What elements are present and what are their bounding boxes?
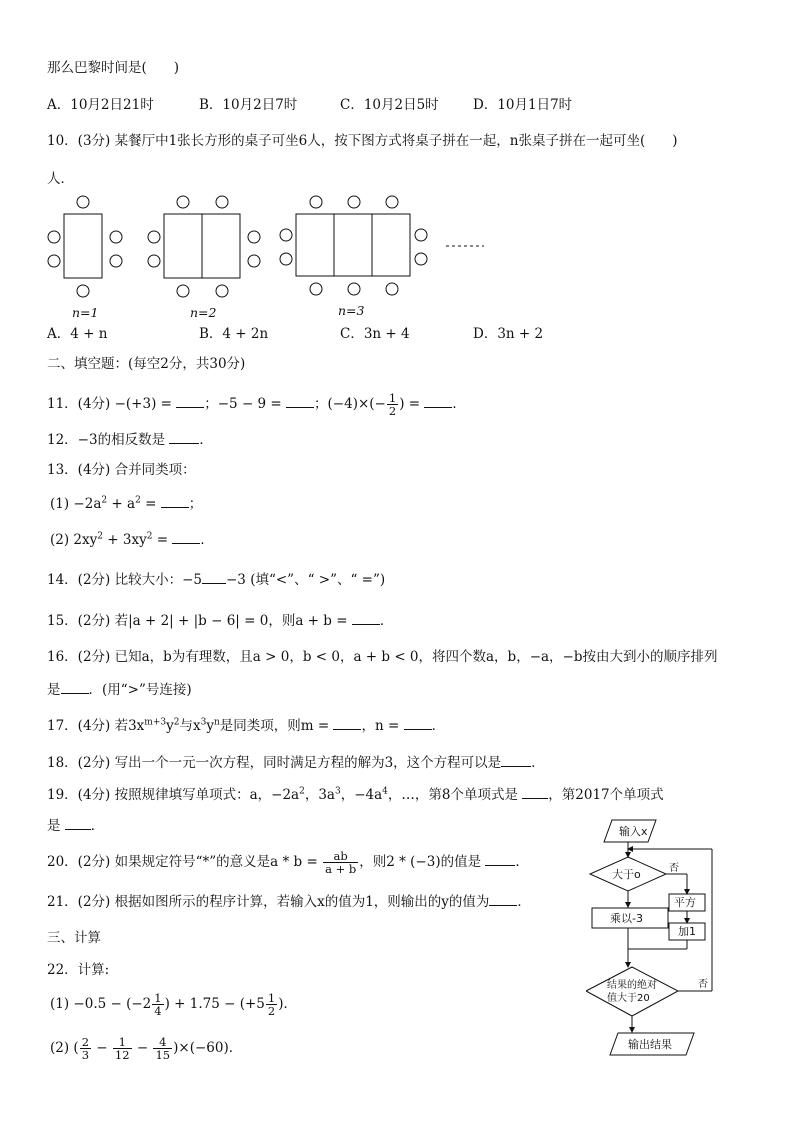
superscript: 2 (135, 495, 141, 506)
superscript: 4 (382, 786, 388, 797)
fraction (323, 850, 358, 875)
q10-option-c[interactable]: C．3n + 4 (340, 326, 410, 342)
answer-blank[interactable] (202, 570, 226, 584)
q9-option-b[interactable]: B．10月2日7时 (199, 97, 298, 113)
q17-pre: 17．(4分) 若3x (47, 718, 145, 734)
flow-no-label-2: 否 (698, 979, 708, 990)
seat (348, 196, 360, 208)
q22-s1-mid: ) + 1.75 − (+5 (164, 996, 265, 1012)
q9-option-a[interactable]: A．10月2日21时 (47, 97, 154, 113)
q15-pre: 15．(2分) 若|a + 2| + |b − 6| = 0，则a + b = (47, 613, 352, 629)
fraction-denominator: 2 (388, 404, 397, 418)
fraction-denominator: a + b (325, 862, 357, 876)
flow-multiply-label: 乘以-3 (610, 912, 643, 925)
q21 (47, 892, 531, 911)
answer-blank[interactable] (489, 892, 517, 906)
q19-m4: ，第2017个单项式 (548, 787, 664, 803)
q22-sub2 (50, 1036, 242, 1061)
q13-s1-mid: + a (107, 496, 136, 512)
q10-option-b[interactable]: B．4 + 2n (199, 326, 269, 342)
q22-s2-end: )×(−60)． (173, 1040, 243, 1056)
fraction (80, 1036, 91, 1061)
q13-s1-pre: (1) −2a (50, 496, 102, 512)
fraction (153, 1036, 172, 1061)
q11-part1: −(+3) = (110, 396, 177, 412)
seat (310, 196, 322, 208)
q16-line1: 16．(2分) 已知a，b为有理数，且a > 0，b < 0，a + b < 0，将四个数a，b，−a，−b按由大到小的顺序排列 (47, 649, 718, 665)
answer-blank[interactable] (61, 680, 89, 694)
fraction-denominator: 4 (154, 1004, 162, 1018)
seat (386, 196, 398, 208)
superscript: n (213, 717, 220, 728)
q19-m1: ，3a (304, 787, 335, 803)
seat (177, 196, 189, 208)
superscript: m+3 (144, 717, 167, 728)
q13-s2-end: = (152, 532, 173, 548)
q13-stem: 13．(4分) 合并同类项： (47, 462, 196, 478)
fraction (113, 1036, 132, 1061)
q13-s2-tail: ． (200, 532, 214, 548)
fraction (266, 992, 277, 1017)
flow-add-label: 加1 (678, 925, 696, 938)
q17-end: ． (431, 718, 446, 734)
q19-line2 (47, 816, 104, 835)
q9-option-c[interactable]: C．10月2日5时 (340, 97, 439, 113)
fraction-denominator: 3 (81, 1048, 90, 1062)
seat (148, 255, 160, 267)
q13-s2-pre: (2) 2xy (50, 532, 98, 548)
q20-post: ，则2 * (−3)的值是 (359, 854, 486, 870)
q19-m3: ，…，第8个单项式是 (387, 787, 523, 803)
q17-mid4: 是同类项，则m = (219, 718, 334, 734)
q15-end: ． (379, 613, 394, 629)
fraction-denominator: 15 (155, 1048, 171, 1062)
check-diamond (586, 967, 678, 1016)
q22-stem: 22．计算: (47, 962, 110, 978)
q22-s1-end: )． (278, 996, 297, 1012)
superscript: 2 (299, 786, 305, 797)
fraction (387, 392, 398, 417)
q11-prefix: 11．(4分) (47, 396, 111, 412)
table-arrangement-figure (40, 190, 500, 320)
q14-pre: 14．(2分) 比较大小：−5 (47, 572, 202, 588)
answer-blank[interactable] (352, 611, 380, 625)
q20 (47, 850, 529, 875)
superscript: 3 (334, 786, 341, 797)
superscript: 2 (101, 495, 108, 506)
superscript: 2 (146, 531, 153, 542)
q14 (47, 570, 385, 589)
q11-part2: ；−5 − 9 = (204, 396, 287, 412)
answer-blank[interactable] (333, 716, 361, 730)
q13-s1-end: = (140, 496, 161, 512)
seat (415, 229, 427, 241)
seat (248, 255, 260, 267)
answer-blank[interactable] (501, 753, 531, 767)
q11 (47, 392, 466, 417)
q21-end: ． (517, 894, 531, 910)
q17 (47, 716, 445, 735)
answer-blank[interactable] (404, 716, 432, 730)
q18 (47, 753, 545, 772)
answer-blank[interactable] (485, 852, 515, 866)
flow-check-label-2: 值大于20 (607, 993, 650, 1004)
q11-part4: ) = (399, 396, 425, 412)
caption-n3: n=3 (338, 303, 365, 318)
q12-end: ． (199, 432, 213, 448)
q19-line2-end: ． (90, 818, 105, 834)
seat (310, 283, 322, 295)
seat (48, 231, 60, 243)
q10-stem: 10．(3分) 某餐厅中1张长方形的桌子可坐6人，按下图方式将桌子拼在一起，n张桌子拼在一起可坐( ) (47, 133, 678, 149)
seat (280, 229, 292, 241)
superscript: 3 (200, 717, 207, 728)
q17-mid1: y (166, 718, 174, 734)
q9-option-d[interactable]: D．10月1日7时 (473, 97, 573, 113)
fraction-numerator: 1 (388, 391, 397, 405)
q12 (47, 430, 213, 449)
fraction-numerator: 1 (154, 991, 162, 1005)
q20-pre: 20．(2分) 如果规定符号“*”的意义是a * b = (47, 854, 323, 870)
q19-pre: 19．(4分) 按照规律填写单项式：a，−2a (47, 787, 300, 803)
q15 (47, 611, 393, 630)
seat (77, 285, 89, 297)
operator: − (92, 1040, 112, 1056)
flow-compare-label: 大于o (612, 868, 641, 881)
flow-no-label: 否 (669, 863, 679, 874)
section-3-title: 三、计算 (47, 930, 101, 946)
fraction-denominator: 12 (114, 1048, 130, 1062)
q11-part3: ；(−4)×(− (314, 396, 386, 412)
q13-sub2 (50, 530, 214, 549)
fraction (152, 992, 163, 1017)
flow-square-label: 平方 (674, 896, 696, 909)
seat (348, 283, 360, 295)
answer-blank[interactable] (522, 785, 548, 799)
answer-blank[interactable] (424, 394, 452, 408)
q13-s1-tail: ； (188, 496, 203, 512)
answer-blank[interactable] (161, 494, 189, 508)
seat (110, 255, 122, 267)
fraction-denominator: 2 (267, 1004, 276, 1018)
q20-end: ． (515, 854, 529, 870)
operator: − (132, 1040, 153, 1056)
q19-line2-pre: 是 (47, 818, 65, 834)
q17-mid2: 与x (179, 718, 201, 734)
q21-pre: 21．(2分) 根据如图所示的程序计算，若输入x的值为1，则输出的y的值为 (47, 894, 490, 910)
section-2-title: 二、填空题：(每空2分，共30分) (47, 356, 246, 372)
seat (280, 253, 292, 265)
q12-text: 12．−3的相反数是 (47, 432, 170, 448)
superscript: 2 (173, 717, 180, 728)
q16-line2 (47, 680, 192, 699)
seat (177, 285, 189, 297)
answer-blank[interactable] (176, 394, 204, 408)
answer-blank[interactable] (172, 530, 200, 544)
fraction-numerator: 4 (153, 1036, 172, 1049)
table-n3 (296, 214, 410, 276)
q18-end: ． (531, 755, 545, 771)
flowchart (586, 812, 721, 1067)
q13-s2-mid: + 3xy (102, 532, 147, 548)
seat (77, 196, 89, 208)
answer-blank[interactable] (65, 816, 91, 830)
caption-n2: n=2 (190, 305, 217, 320)
fraction-numerator: ab (323, 850, 358, 863)
seat (216, 285, 228, 297)
q10-stem-end: 人． (47, 171, 74, 187)
seat (415, 253, 427, 265)
flow-check-label-1: 结果的绝对 (607, 980, 657, 991)
q17-mid5: ，n = (361, 718, 404, 734)
q17-mid3: y (206, 718, 214, 734)
q10-option-a[interactable]: A．4 + n (47, 326, 108, 342)
flow-output-label: 输出结果 (628, 1038, 672, 1051)
q22-s1-pre: (1) −0.5 − (−2 (50, 996, 152, 1012)
seat (148, 231, 160, 243)
answer-blank[interactable] (169, 430, 199, 444)
fraction-numerator: 1 (267, 991, 276, 1005)
q16-line2-pre: 是 (47, 682, 61, 698)
q16-line2-post: ．(用“>”号连接) (88, 682, 192, 698)
caption-n1: n=1 (72, 305, 99, 320)
fraction-numerator: 2 (81, 1035, 90, 1049)
q22-sub1 (50, 992, 297, 1017)
seat (48, 255, 60, 267)
flow-input-label: 输入x (619, 825, 648, 838)
seat (248, 231, 260, 243)
q19-line1 (47, 785, 664, 804)
seat (110, 231, 122, 243)
q14-post: −3 (填“<”、“ >”、“ =”) (226, 572, 386, 588)
answer-blank[interactable] (286, 394, 314, 408)
q11-end: ． (452, 396, 466, 412)
q18-pre: 18．(2分) 写出一个一元一次方程，同时满足方程的解为3，这个方程可以是 (47, 755, 502, 771)
q22-s2-pre: (2) ( (50, 1040, 79, 1056)
seat (386, 283, 398, 295)
q10-option-d[interactable]: D．3n + 2 (473, 326, 544, 342)
q9-tail: 那么巴黎时间是( ) (47, 60, 180, 76)
q19-m2: ，−4a (340, 787, 383, 803)
q13-sub1 (50, 494, 202, 513)
superscript: 2 (97, 531, 103, 542)
fraction-numerator: 1 (113, 1036, 132, 1049)
table-n1 (64, 214, 102, 278)
seat (216, 196, 228, 208)
